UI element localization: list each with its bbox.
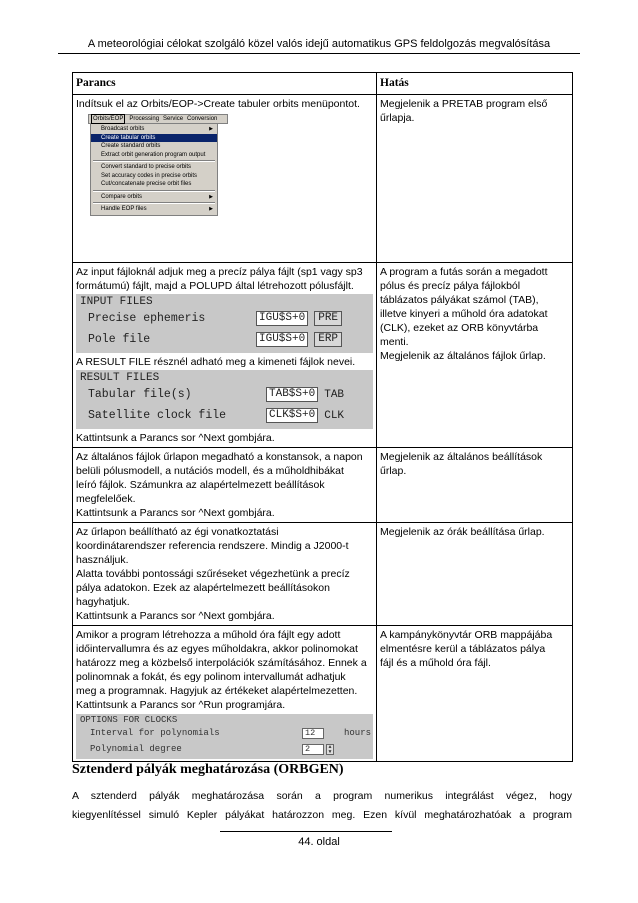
command-text-line: Az input fájloknál adjuk meg a precíz pálya fájlt (sp1 vagy sp3 — [76, 266, 363, 278]
spinner-icon[interactable]: ▲ ▼ — [326, 744, 334, 755]
chevron-right-icon: ▶ — [209, 126, 213, 132]
field-label: Satellite clock file — [88, 408, 227, 422]
command-cell — [73, 626, 377, 762]
result-text: A RESULT FILE résznél adható meg a kimeneti fájlok nevei. — [76, 356, 356, 368]
menu-separator — [93, 202, 215, 204]
effect-text-line: elmentésre kerül a táblázatos pálya — [380, 643, 546, 655]
table-header-row — [73, 73, 573, 95]
command-text-line: időintervallumra és az egyes műholdakra, akkor polinomokat — [76, 643, 358, 655]
effect-text-line: táblázatos pályákat számol (TAB), — [380, 294, 539, 306]
form-row — [76, 405, 373, 426]
menu-item-create-standard[interactable]: Create standard orbits — [101, 143, 161, 149]
effect-cell — [377, 626, 573, 762]
header-rule — [58, 53, 580, 54]
command-text-line: hagyhatjuk. — [76, 596, 130, 608]
menu-screenshot — [88, 114, 228, 216]
effect-cell — [377, 448, 573, 523]
command-text-line: Az általános fájlok űrlapon megadható a konstansok, a napon — [76, 451, 363, 463]
pole-file-input[interactable]: IGU$S+0 — [256, 332, 308, 347]
effect-text-line: űrlap. — [380, 465, 407, 477]
command-cell — [73, 263, 377, 448]
command-text-line: Kattintsunk a Parancs sor ^Next gombjára. — [76, 507, 275, 519]
menu-processing[interactable]: Processing — [129, 116, 160, 122]
erp-button[interactable]: ERP — [314, 332, 342, 347]
menu-item-broadcast[interactable]: Broadcast orbits ▶ — [101, 126, 213, 132]
command-text-line: koordinátarendszer referencia rendszere. Mindig a J2000-t — [76, 540, 349, 552]
effect-text-line: fájl és a műhold óra fájl. — [380, 657, 491, 669]
effect-text-line: A program a futás során a megadott — [380, 266, 548, 278]
pre-button[interactable]: PRE — [314, 311, 342, 326]
command-text-line: határozz meg a közbelső interpolációk számításához. Ennek a — [76, 657, 367, 669]
form-row — [76, 329, 373, 350]
table-row — [73, 95, 573, 263]
precise-ephemeris-input[interactable]: IGU$S+0 — [256, 311, 308, 326]
command-text: Indítsuk el az Orbits/EOP->Create tabuler orbits menüpontot. — [76, 98, 360, 110]
command-cell — [73, 448, 377, 523]
input-files-form — [76, 294, 373, 353]
effect-text: Megjelenik a PRETAB program első űrlapja. — [380, 98, 548, 124]
table-row — [73, 626, 573, 762]
menu-item-create-tabular[interactable]: Create tabular orbits — [91, 134, 217, 143]
effect-text-line: pólus és precíz pálya fájlokból — [380, 280, 521, 292]
menu-separator — [93, 160, 215, 162]
effect-text-line: (CLK), ezeket az ORB könyvtárba — [380, 322, 539, 334]
result-files-form — [76, 370, 373, 429]
command-text-line: polinomnak a fokát, és egy polinom intervallumát adhatjuk — [76, 671, 346, 683]
menu-bar — [88, 114, 228, 124]
command-effect-table — [72, 72, 573, 762]
form-row — [76, 741, 373, 757]
command-text-line: Kattintsunk a Parancs sor ^Next gombjára. — [76, 432, 275, 444]
body-line: kiegyenlítéssel simuló Kepler pályákat határozzon meg. Ezen kívül meghatározhatóak a program — [72, 809, 572, 821]
page-number: 44. oldal — [298, 836, 340, 848]
menu-item-compare-orbits[interactable]: Compare orbits ▶ — [101, 193, 213, 200]
command-text-line: Kattintsunk a Parancs sor ^Next gombjára. — [76, 610, 275, 622]
menu-item-set-accuracy[interactable]: Set accuracy codes in precise orbits — [101, 172, 198, 179]
menu-item-convert-standard[interactable]: Convert standard to precise orbits — [101, 164, 192, 170]
command-text-line: használjuk. — [76, 554, 129, 566]
command-text-line: megfelelőek. — [76, 493, 136, 505]
command-text-line: belüli pólusmodell, a nutációs modell, és a műholdhibákat — [76, 465, 344, 477]
running-header: A meteorológiai célokat szolgáló közel valós idejű automatikus GPS feldolgozás megvalósítása — [87, 38, 551, 50]
chevron-right-icon: ▶ — [209, 193, 213, 200]
effect-text-line: Megjelenik az órák beállítása űrlap. — [380, 526, 545, 538]
options-for-clocks-form — [76, 714, 373, 759]
form-row — [76, 384, 373, 405]
menu-item-handle-eop[interactable]: Handle EOP files ▶ — [101, 206, 213, 212]
command-text-line: Alatta további pontossági szűréseket végezhetünk a precíz — [76, 568, 350, 580]
hours-unit: hours — [344, 728, 372, 738]
effect-cell — [377, 263, 573, 448]
command-text-line: Amikor a program létrehozza a műhold óra fájlt egy adott — [76, 629, 341, 641]
header-command: Parancs — [73, 73, 377, 95]
effect-text-line: Megjelenik az általános beállítások — [380, 451, 543, 463]
form-row — [76, 308, 373, 329]
section-heading: Sztenderd pályák meghatározása (ORBGEN) — [72, 762, 344, 777]
degree-input[interactable]: 2 — [302, 744, 324, 755]
table-row — [73, 448, 573, 523]
menu-conversion[interactable]: Conversion — [187, 116, 218, 122]
satellite-clock-input[interactable]: CLK$S+0 — [266, 408, 318, 423]
table-row — [73, 523, 573, 626]
command-text-line: formátumú) fájlt, majd a POLUPD által létrehozott pólusfájlt. — [76, 280, 354, 292]
menu-service[interactable]: Service — [163, 116, 184, 122]
form-row — [76, 725, 373, 741]
command-text-line: Kattintsunk a Parancs sor ^Run programjára. — [76, 699, 286, 711]
orbits-dropdown — [90, 124, 218, 216]
command-cell — [73, 95, 377, 263]
menu-item-cut-concatenate[interactable]: Cut/concatenate precise orbit files — [101, 181, 192, 187]
command-text-line: Az űrlapon beállítható az égi vonatkoztatási — [76, 526, 279, 538]
footer-rule — [220, 831, 392, 832]
body-paragraph — [72, 787, 572, 825]
field-label: Polynomial degree — [90, 744, 182, 754]
tabular-file-input[interactable]: TAB$S+0 — [266, 387, 318, 402]
command-text-line: meg a programnak. Hagyjuk az értékeket alapértelmezetten. — [76, 685, 358, 697]
header-effect: Hatás — [377, 73, 573, 95]
effect-cell — [377, 95, 573, 263]
menu-orbits-eop[interactable]: Orbits/EOP — [93, 116, 124, 122]
command-cell — [73, 523, 377, 626]
field-label: Interval for polynomials — [90, 728, 220, 738]
tab-extension: TAB — [324, 388, 345, 401]
effect-text-line: A kampánykönyvtár ORB mappájába — [380, 629, 553, 641]
menu-item-extract-output[interactable]: Extract orbit generation program output — [101, 151, 206, 158]
command-text-line: leíró fájlok. Számunkra az alapértelmezett beállítások — [76, 479, 325, 491]
effect-cell — [377, 523, 573, 626]
command-text-line: pálya adatokon. Ezek az alapértelmezett beállításokon — [76, 582, 330, 594]
clk-extension: CLK — [324, 409, 345, 422]
field-label: Tabular file(s) — [88, 387, 192, 401]
menu-separator — [93, 190, 215, 192]
form-title: OPTIONS FOR CLOCKS — [80, 715, 178, 725]
body-line: A sztenderd pályák meghatározása során a program numerikus integrálást végez, hogy — [72, 790, 572, 802]
effect-text-line: illetve kinyeri a műhold óra adatokat — [380, 308, 548, 320]
table-row — [73, 263, 573, 448]
field-label: Precise ephemeris — [88, 311, 206, 325]
chevron-right-icon: ▶ — [209, 206, 213, 212]
form-title: INPUT FILES — [80, 296, 153, 308]
field-label: Pole file — [88, 332, 151, 346]
form-title: RESULT FILES — [80, 372, 160, 384]
effect-text-line: menti. — [380, 336, 409, 348]
effect-text-line: Megjelenik az általános fájlok űrlap. — [380, 350, 546, 362]
interval-input[interactable]: 12 — [302, 728, 324, 739]
